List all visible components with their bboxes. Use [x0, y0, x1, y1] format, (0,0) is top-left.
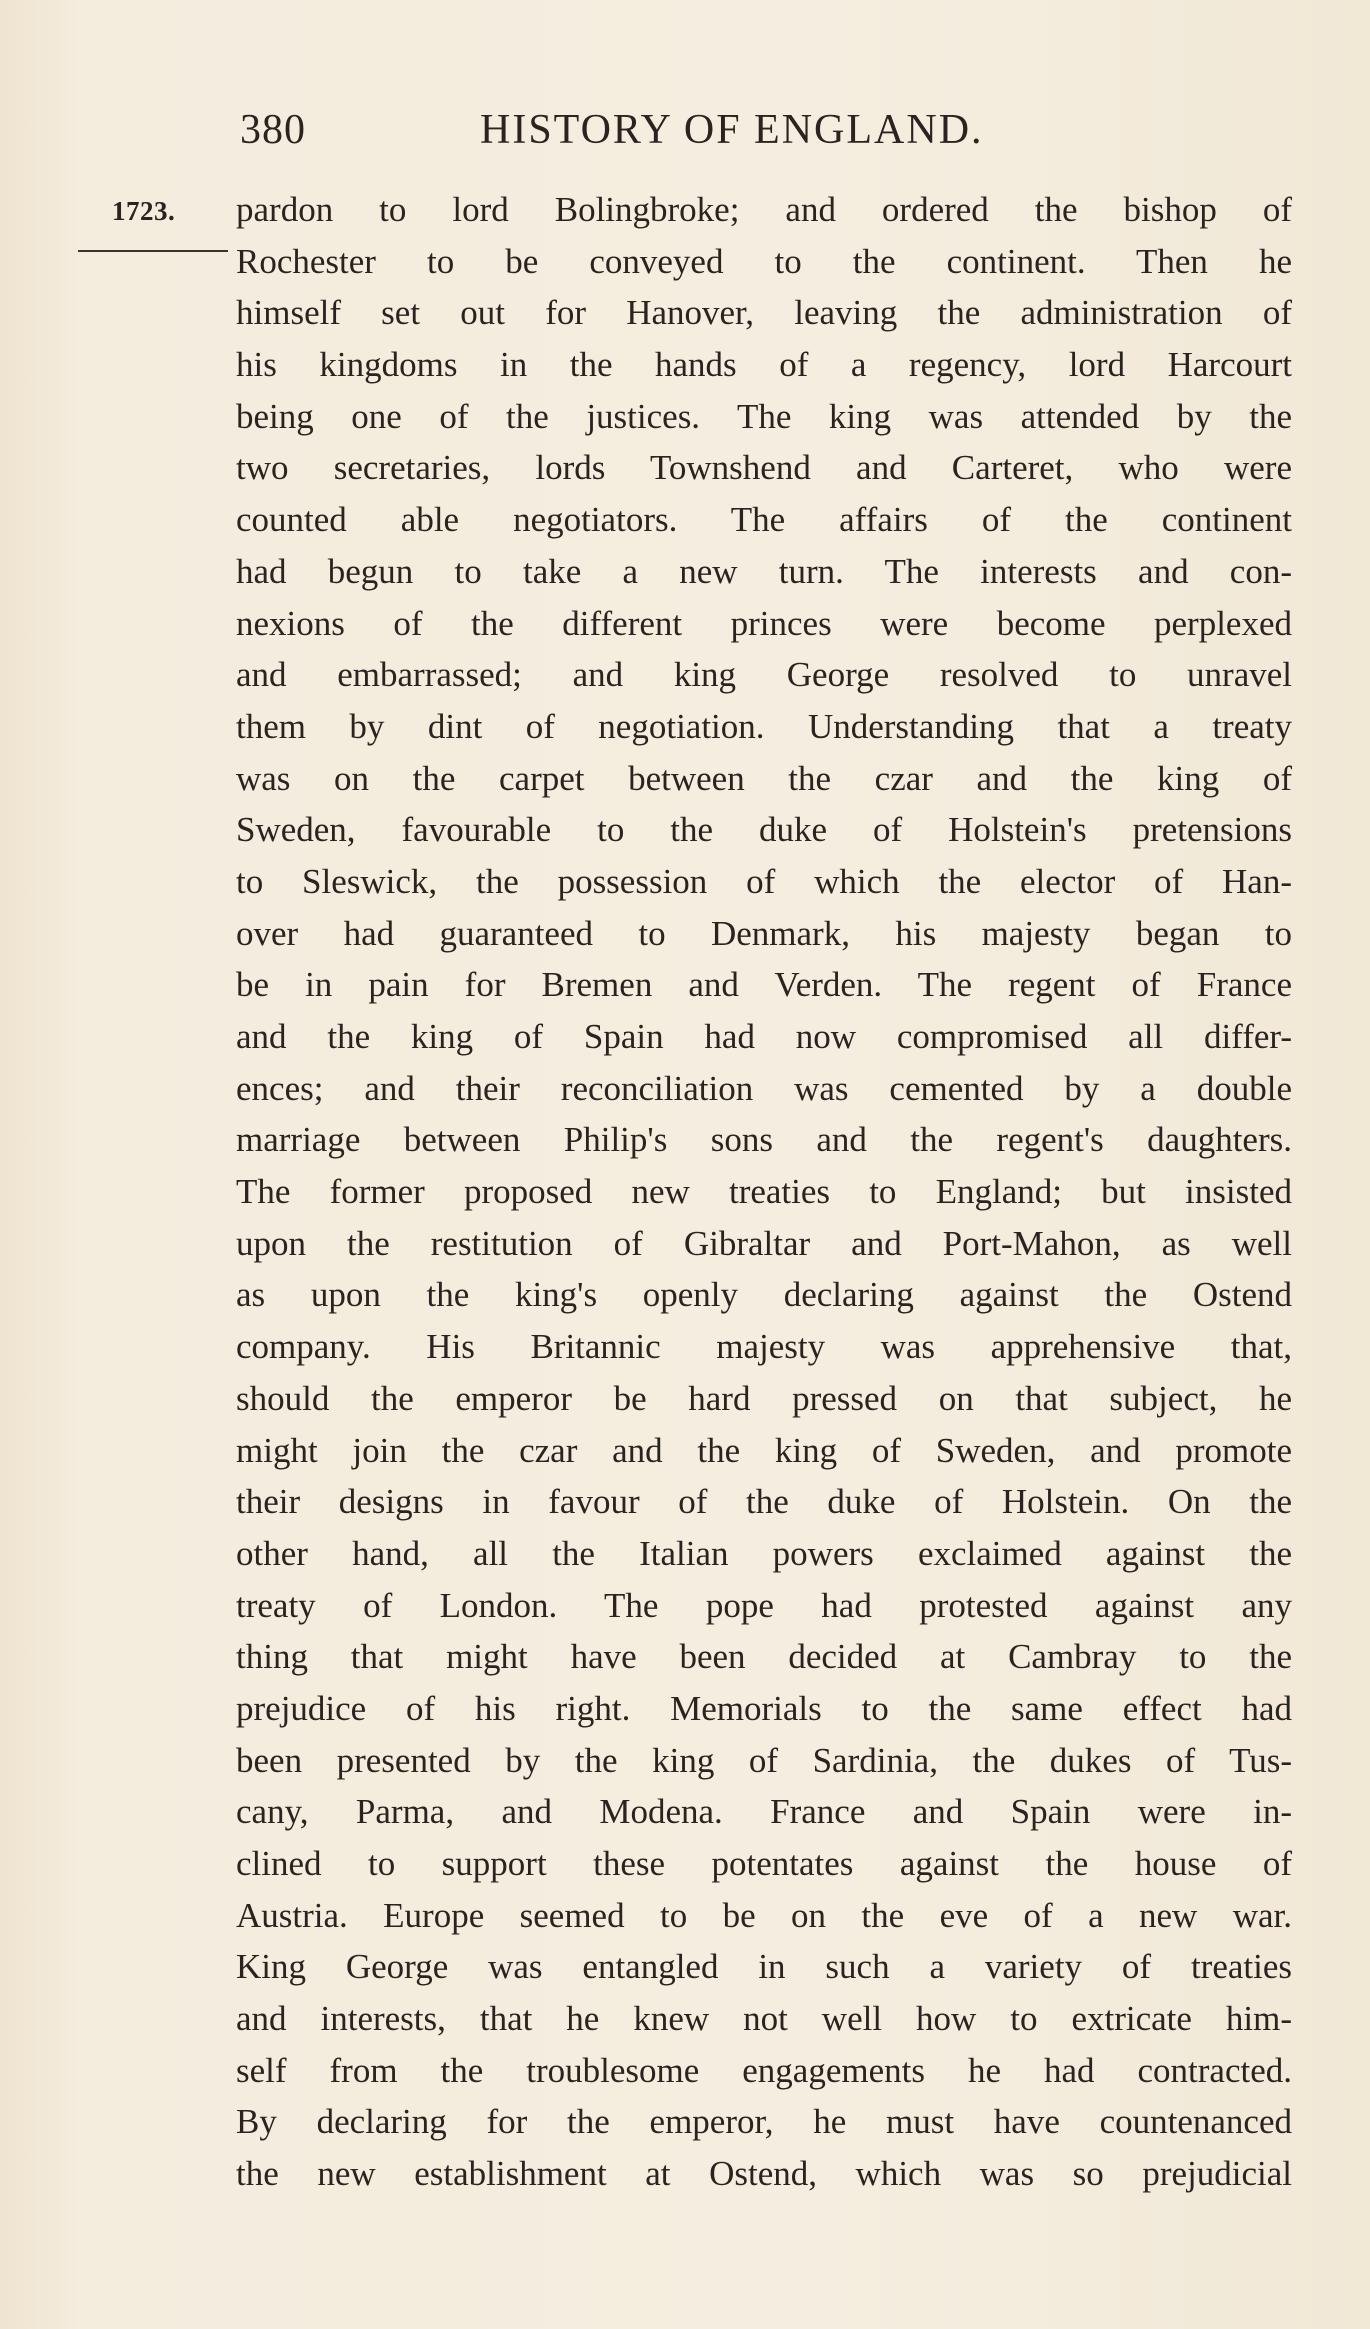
text-line: might join the czar and the king of Sweden, and promote	[236, 1430, 1292, 1470]
text-line: other hand, all the Italian powers exclaimed against the	[236, 1533, 1292, 1573]
running-title: HISTORY OF ENGLAND.	[480, 107, 984, 153]
text-line: been presented by the king of Sardinia, the dukes of Tus-	[236, 1740, 1292, 1780]
text-line: them by dint of negotiation. Understanding that a treaty	[236, 706, 1292, 746]
text-line: prejudice of his right. Memorials to the same effect had	[236, 1688, 1292, 1728]
text-line: Austria. Europe seemed to be on the eve of a new war.	[236, 1895, 1292, 1935]
text-line: nexions of the different princes were become perplexed	[236, 603, 1292, 643]
text-line: By declaring for the emperor, he must have countenanced	[236, 2102, 1292, 2142]
margin-rule	[78, 250, 228, 252]
text-line: himself set out for Hanover, leaving the administration of	[236, 293, 1292, 333]
text-line: their designs in favour of the duke of Holstein. On the	[236, 1482, 1292, 1522]
text-line: should the emperor be hard pressed on that subject, he	[236, 1378, 1292, 1418]
text-line: his kingdoms in the hands of a regency, lord Harcourt	[236, 345, 1292, 385]
margin-year: 1723.	[112, 196, 176, 226]
text-line: Sweden, favourable to the duke of Holstein's pretensions	[236, 810, 1292, 850]
text-line: clined to support these potentates against the house of	[236, 1844, 1292, 1883]
text-line: ences; and their reconciliation was cemented by a double	[236, 1068, 1292, 1108]
text-line: to Sleswick, the possession of which the elector of Han-	[236, 861, 1292, 901]
text-line: was on the carpet between the czar and the king of	[236, 758, 1292, 798]
text-line: pardon to lord Bolingbroke; and ordered the bishop of	[236, 190, 1292, 229]
text-line: had begun to take a new turn. The interests and con-	[236, 551, 1292, 591]
text-line: being one of the justices. The king was attended by the	[236, 396, 1292, 436]
text-line: and embarrassed; and king George resolved to unravel	[236, 655, 1292, 695]
text-line: the new establishment at Ostend, which was so prejudicial	[236, 2154, 1292, 2194]
body-text	[236, 184, 1292, 2200]
text-line: marriage between Philip's sons and the regent's daughters.	[236, 1120, 1292, 1160]
text-line: two secretaries, lords Townshend and Carteret, who were	[236, 448, 1292, 488]
text-line: and the king of Spain had now compromised all differ-	[236, 1017, 1292, 1056]
text-line: The former proposed new treaties to England; but insisted	[236, 1172, 1292, 1212]
text-line: Rochester to be conveyed to the continent. Then he	[236, 241, 1292, 281]
text-line: cany, Parma, and Modena. France and Spain were in-	[236, 1792, 1292, 1832]
text-line: and interests, that he knew not well how to extricate him-	[236, 1999, 1292, 2039]
text-line: be in pain for Bremen and Verden. The regent of France	[236, 965, 1292, 1005]
text-line: company. His Britannic majesty was apprehensive that,	[236, 1327, 1292, 1367]
running-head	[240, 106, 1090, 166]
text-line: over had guaranteed to Denmark, his majesty began to	[236, 913, 1292, 953]
text-line: as upon the king's openly declaring against the Ostend	[236, 1275, 1292, 1315]
page-number: 380	[240, 107, 306, 153]
text-line: self from the troublesome engagements he had contracted.	[236, 2050, 1292, 2090]
text-line: counted able negotiators. The affairs of the continent	[236, 500, 1292, 540]
text-line: upon the restitution of Gibraltar and Port-Mahon, as well	[236, 1223, 1292, 1263]
text-line: thing that might have been decided at Cambray to the	[236, 1637, 1292, 1677]
text-line: King George was entangled in such a variety of treaties	[236, 1947, 1292, 1987]
text-line: treaty of London. The pope had protested against any	[236, 1585, 1292, 1625]
